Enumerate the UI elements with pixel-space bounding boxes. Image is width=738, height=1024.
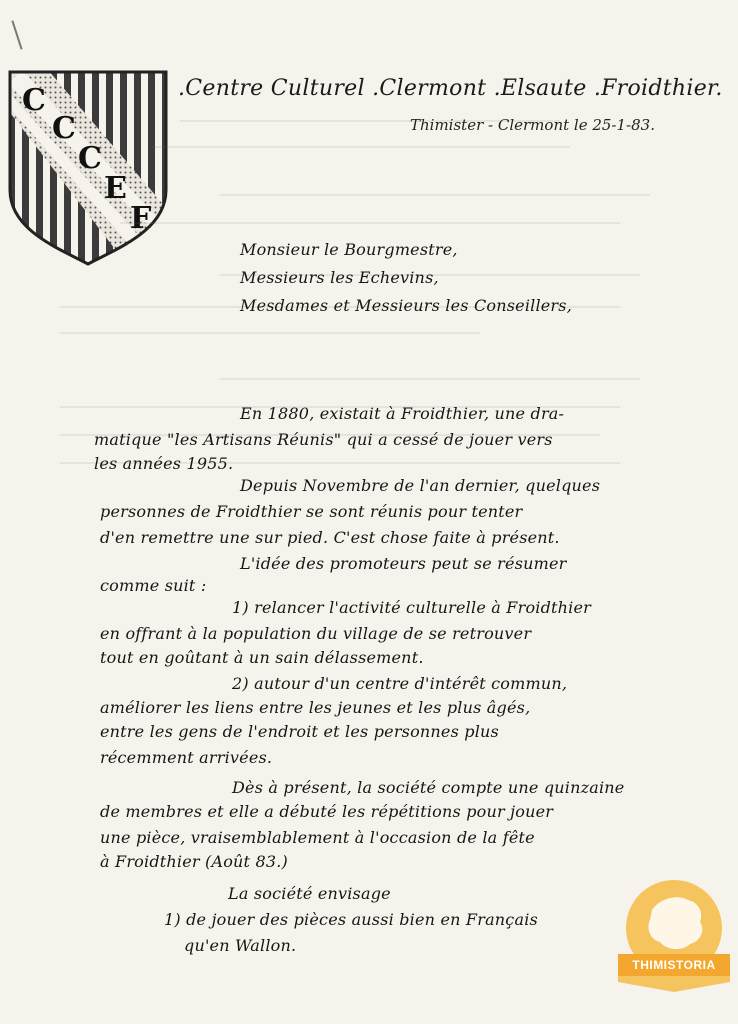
logo-letter-2: C: [52, 111, 76, 146]
body-line: tout en goûtant à un sain délassement.: [100, 648, 424, 667]
pen-mark: [11, 20, 22, 49]
ribbon-tail-icon: [618, 976, 730, 992]
body-line: entre les gens de l'endroit et les personnes plus: [100, 722, 499, 741]
body-line: matique "les Artisans Réunis" qui a cessé de jouer vers: [94, 430, 553, 449]
thimistoria-watermark: [614, 880, 732, 1000]
body-line: 2) autour d'un centre d'intérêt commun,: [232, 674, 568, 693]
salutation-line-3: Mesdames et Messieurs les Conseillers,: [240, 296, 572, 315]
body-line: comme suit :: [100, 576, 207, 595]
watermark-label: THIMISTORIA: [618, 954, 730, 976]
place-date: Thimister - Clermont le 25-1-83.: [410, 116, 655, 134]
body-line: La société envisage: [228, 884, 391, 903]
body-line: à Froidthier (Août 83.): [100, 852, 288, 871]
body-line: en offrant à la population du village de se retrouver: [100, 624, 532, 643]
body-line: améliorer les liens entre les jeunes et les plus âgés,: [100, 698, 531, 717]
logo-letter-3: C: [78, 141, 102, 176]
letterhead-title: .Centre Culturel .Clermont .Elsaute .Froidthier.: [178, 76, 723, 101]
body-line: L'idée des promoteurs peut se résumer: [240, 554, 567, 573]
body-line: récemment arrivées.: [100, 748, 273, 767]
body-line: d'en remettre une sur pied. C'est chose faite à présent.: [100, 528, 560, 547]
body-line: qu'en Wallon.: [184, 936, 297, 955]
body-line: Dès à présent, la société compte une quinzaine: [232, 778, 625, 797]
body-line: une pièce, vraisemblablement à l'occasion de la fête: [100, 828, 535, 847]
body-line: En 1880, existait à Froidthier, une dra-: [240, 404, 565, 423]
logo-letter-1: C: [22, 83, 46, 118]
body-line: Depuis Novembre de l'an dernier, quelques: [240, 476, 601, 495]
salutation-line-2: Messieurs les Echevins,: [240, 268, 439, 287]
body-line: les années 1955.: [94, 454, 234, 473]
body-line: 1) relancer l'activité culturelle à Froidthier: [232, 598, 592, 617]
body-line: de membres et elle a débuté les répétitions pour jouer: [100, 802, 554, 821]
logo-letter-5: F: [130, 201, 152, 236]
salutation-line-1: Monsieur le Bourgmestre,: [240, 240, 458, 259]
body-line: personnes de Froidthier se sont réunis pour tenter: [100, 502, 523, 521]
body-line: 1) de jouer des pièces aussi bien en Français: [164, 910, 538, 929]
logo-letter-4: E: [104, 171, 127, 206]
